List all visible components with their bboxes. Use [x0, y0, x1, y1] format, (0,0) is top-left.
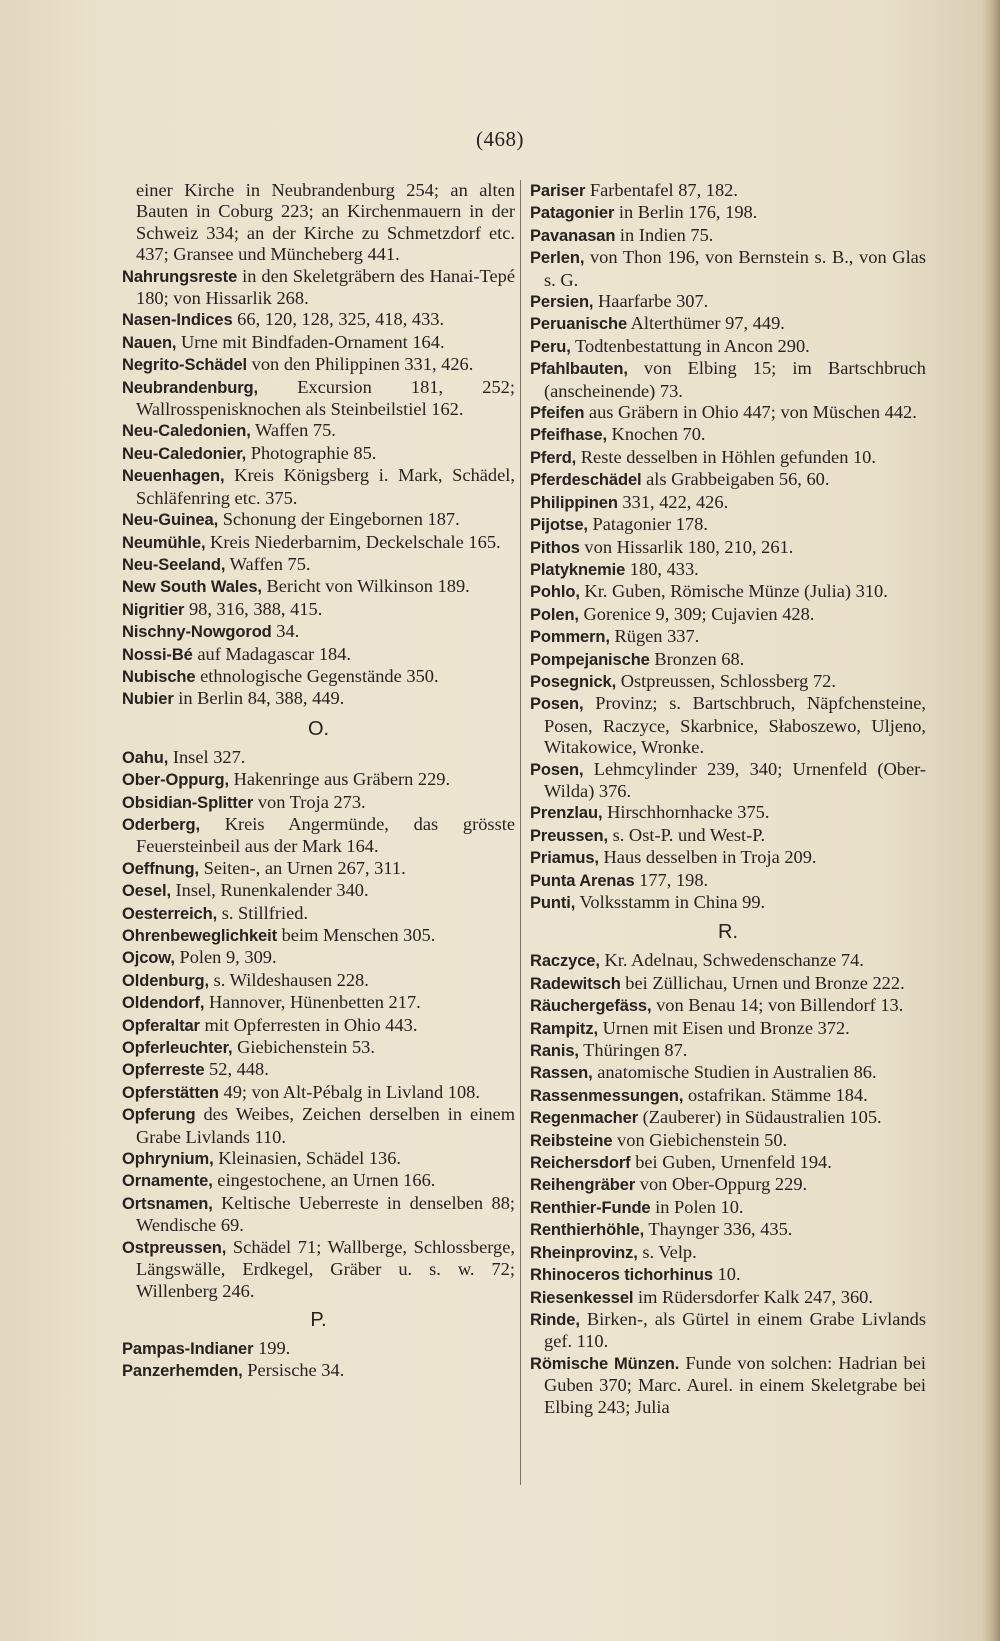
entry-headword: Oderberg, — [122, 815, 200, 834]
entry-headword: Perlen, — [530, 249, 585, 268]
index-entry — [530, 995, 926, 1017]
entry-headword: Ohrenbeweglichkeit — [122, 927, 277, 945]
entry-text: eingestochene, an Urnen 166. — [212, 1170, 436, 1191]
index-entry — [122, 1193, 515, 1237]
entry-headword: Reihengräber — [530, 1176, 636, 1195]
entry-text: Lehmcylinder 239, 340; Urnenfeld (Ober-Wilda) 376. — [544, 758, 926, 801]
entry-text: ostafrikan. Stämme 184. — [683, 1084, 868, 1105]
index-entry — [530, 802, 926, 824]
index-entry — [530, 537, 926, 559]
entries-r — [530, 950, 926, 1418]
entry-text: des Weibes, Zeichen derselben in einem Grabe Livlands 110. — [136, 1104, 515, 1147]
index-entry — [530, 870, 926, 892]
section-letter-p: P. — [310, 1308, 327, 1331]
entry-text: Giebichenstein 53. — [232, 1037, 375, 1058]
entry-headword: Riesenkessel — [530, 1288, 634, 1307]
entry-text: Bericht von Wilkinson 189. — [261, 576, 470, 597]
entry-headword: Persien, — [530, 293, 594, 312]
index-entry — [530, 693, 926, 758]
entry-headword: Rinde, — [530, 1310, 580, 1329]
entry-text: Alterthümer 97, 449. — [627, 313, 785, 334]
index-entry — [122, 1037, 515, 1059]
entry-text: s. Stillfried. — [217, 902, 309, 923]
index-entry — [122, 970, 515, 992]
entry-headword: Radewitsch — [530, 974, 621, 993]
entry-headword: Rassen, — [530, 1064, 593, 1083]
entry-text: Gorenice 9, 309; Cujavien 428. — [578, 603, 815, 624]
entry-text: Insel, Runenkalender 340. — [170, 880, 369, 901]
entry-text: Photographie 85. — [246, 442, 377, 463]
index-entry — [530, 1174, 926, 1196]
index-entry — [530, 626, 926, 648]
entry-headword: Punti, — [530, 894, 576, 912]
index-entry — [530, 604, 926, 626]
index-entry — [530, 1219, 926, 1241]
entry-headword: Prenzlau, — [530, 804, 603, 823]
index-entry — [530, 402, 926, 424]
entry-headword: Pfeifhase, — [530, 426, 607, 445]
index-entry — [530, 1062, 926, 1084]
right-column — [530, 180, 926, 1418]
entry-headword: Ortsnamen, — [122, 1194, 213, 1213]
index-entry — [122, 420, 515, 442]
entry-headword: Nahrungsreste — [122, 267, 238, 286]
entry-text: Birken-, als Gürtel in einem Grabe Livlands gef. 110. — [544, 1308, 926, 1352]
entry-headword: Pariser — [530, 182, 586, 200]
entry-text: Urne mit Bindfaden-Ornament 164. — [176, 331, 445, 352]
index-entry — [122, 332, 515, 354]
entry-headword: Opferaltar — [122, 1016, 200, 1035]
index-entry — [530, 1085, 926, 1107]
entry-text: Kreis Angermünde, das grösste Feuersteinbeil aus der Mark 164. — [136, 813, 515, 857]
entry-text: Provinz; s. Bartschbruch, Näpfchensteine, Posen, Raczyce, Skarbnice, Słaboszewo, Uljeno, Witakowice, Wronke. — [544, 693, 926, 758]
index-entry — [122, 554, 515, 576]
entry-text: Patagonier 178. — [587, 514, 708, 535]
entry-text: Hannover, Hünenbetten 217. — [204, 992, 421, 1013]
entry-headword: Pithos — [530, 538, 580, 557]
index-entry — [122, 576, 515, 598]
index-entry — [530, 649, 926, 671]
entry-text: in Indien 75. — [615, 224, 714, 245]
entry-headword: Regenmacher — [530, 1109, 639, 1128]
index-entry — [122, 769, 515, 791]
index-entry — [530, 424, 926, 446]
entry-text: s. Velp. — [637, 1241, 697, 1262]
entry-headword: Rassenmessungen, — [530, 1086, 684, 1105]
entry-text: Funde von solchen: Hadrian bei Guben 370; Marc. Aurel. in einem Skeletgrabe bei Elbing 243; Julia — [544, 1352, 926, 1417]
index-entry — [122, 814, 515, 858]
entry-headword: Reichersdorf — [530, 1154, 631, 1173]
entry-text: Schonung der Eingebornen 187. — [218, 509, 460, 530]
index-entry — [530, 180, 926, 202]
index-entry — [530, 1107, 926, 1129]
index-entry — [530, 1040, 926, 1062]
index-entry — [530, 447, 926, 469]
entry-text: in den Skeletgräbern des Hanai-Tepé 180; von Hissarlik 268. — [136, 265, 515, 309]
index-entry — [122, 1170, 515, 1192]
entry-text: Persische 34. — [242, 1360, 345, 1381]
index-entry — [530, 313, 926, 335]
index-entry — [122, 858, 515, 880]
entry-text: von Thon 196, von Bernstein s. B., von Glas s. G. — [544, 247, 926, 290]
entry-headword: Nasen-Indices — [122, 311, 233, 330]
entry-headword: Ostpreussen, — [122, 1238, 227, 1257]
entry-headword: Oldendorf, — [122, 994, 205, 1013]
index-entry — [122, 1237, 515, 1302]
index-entry — [122, 880, 515, 902]
entry-headword: Pijotse, — [530, 516, 588, 535]
entry-headword: Nischny-Nowgorod — [122, 623, 272, 642]
entry-headword: Neu-Guinea, — [122, 511, 219, 530]
entry-text: von Ober-Oppurg 229. — [635, 1174, 808, 1195]
entry-text: Kreis Niederbarnim, Deckelschale 165. — [205, 531, 501, 552]
entry-text: Ostpreussen, Schlossberg 72. — [616, 670, 836, 691]
entry-headword: Oldenburg, — [122, 971, 209, 990]
entry-text: (Zauberer) in Südaustralien 105. — [638, 1107, 882, 1128]
section-letter-r: R. — [718, 921, 738, 944]
index-entry — [122, 747, 515, 769]
entry-headword: Ornamente, — [122, 1172, 213, 1191]
index-entry — [530, 581, 926, 603]
index-entry — [122, 309, 515, 331]
entry-text: Volksstamm in China 99. — [575, 892, 766, 912]
index-entry — [530, 1197, 926, 1219]
entry-headword: Nossi-Bé — [122, 645, 193, 664]
entry-text: ethnologische Gegenstände 350. — [195, 665, 439, 686]
entry-headword: Nauen, — [122, 333, 177, 352]
index-entry — [122, 992, 515, 1014]
entry-text: von den Philippinen 331, 426. — [247, 354, 474, 375]
index-entry — [122, 644, 515, 666]
index-entry — [122, 925, 515, 947]
entry-text: in Berlin 176, 198. — [614, 202, 758, 223]
entry-headword: Opferung — [122, 1106, 196, 1125]
entry-headword: Oesel, — [122, 882, 171, 901]
entry-text: Hirschhornhacke 375. — [602, 802, 770, 823]
index-entry — [530, 559, 926, 581]
entry-headword: Rheinprovinz, — [530, 1243, 638, 1262]
index-entry — [122, 621, 515, 643]
entry-text: Haarfarbe 307. — [593, 291, 709, 312]
index-entry — [122, 465, 515, 509]
entry-headword: Ranis, — [530, 1042, 579, 1061]
entry-text: 98, 316, 388, 415. — [184, 598, 323, 619]
entry-text: im Rüdersdorfer Kalk 247, 360. — [633, 1286, 873, 1307]
index-entry — [122, 1059, 515, 1081]
entry-headword: Rampitz, — [530, 1019, 598, 1038]
entry-text: Insel 327. — [168, 746, 246, 767]
index-entry — [530, 202, 926, 224]
index-entry — [530, 492, 926, 514]
entry-headword: Priamus, — [530, 849, 599, 868]
entries-p-left — [122, 1338, 515, 1383]
entries-o — [122, 747, 515, 1302]
entry-headword: Philippinen — [530, 493, 618, 512]
entry-headword: Pfeifen — [530, 404, 585, 423]
entry-headword: Pampas-Indianer — [122, 1339, 254, 1358]
entry-headword: Rhinoceros tichorhinus — [530, 1266, 713, 1285]
entry-headword: Ober-Oppurg, — [122, 771, 229, 790]
entry-text: Keltische Ueberreste in denselben 88; Wendische 69. — [136, 1192, 515, 1236]
entry-headword: Oesterreich, — [122, 904, 218, 923]
entry-text: Thüringen 87. — [578, 1040, 688, 1061]
entry-text: auf Madagascar 184. — [192, 643, 352, 664]
entry-text: 66, 120, 128, 325, 418, 433. — [232, 309, 445, 330]
entry-text: beim Menschen 305. — [277, 925, 436, 945]
entry-text: anatomische Studien in Australien 86. — [592, 1062, 877, 1083]
index-entry — [122, 1338, 515, 1360]
entry-headword: Panzerhemden, — [122, 1362, 243, 1381]
index-entry — [530, 336, 926, 358]
entry-text: von Hissarlik 180, 210, 261. — [579, 536, 794, 557]
entry-headword: Ophrynium, — [122, 1150, 214, 1169]
entry-text: von Elbing 15; im Bartschbruch (anscheinende) 73. — [544, 358, 926, 401]
index-entry — [122, 532, 515, 554]
entry-text: Waffen 75. — [225, 553, 311, 574]
entry-text: Excursion 181, 252; Wallrosspenisknochen als Steinbeilstiel 162. — [136, 376, 515, 420]
entry-headword: Negrito-Schädel — [122, 356, 248, 375]
entry-headword: Neuenhagen, — [122, 467, 225, 486]
index-entry — [530, 358, 926, 402]
entry-text: Kreis Königsberg i. Mark, Schädel, Schläfenring etc. 375. — [136, 465, 515, 508]
index-entry — [530, 892, 926, 914]
entry-headword: Nigritier — [122, 600, 185, 619]
entry-text: von Giebichenstein 50. — [612, 1129, 788, 1150]
entry-headword: Patagonier — [530, 204, 615, 223]
entry-headword: Neumühle, — [122, 533, 206, 552]
entry-text: von Troja 273. — [253, 791, 366, 812]
entry-text: s. Wildeshausen 228. — [209, 969, 369, 990]
entry-headword: Pferd, — [530, 448, 577, 467]
index-entry — [530, 825, 926, 847]
entry-headword: Neu-Seeland, — [122, 555, 226, 574]
entry-headword: Pavanasan — [530, 226, 616, 245]
index-entry — [530, 1152, 926, 1174]
index-entry — [530, 671, 926, 693]
index-entry — [122, 903, 515, 925]
index-entry — [530, 469, 926, 491]
index-entry — [122, 1015, 515, 1037]
entry-headword: Pohlo, — [530, 583, 580, 602]
entry-text: Farbentafel 87, 182. — [585, 180, 738, 200]
entry-text: mit Opferresten in Ohio 443. — [199, 1014, 418, 1035]
entry-text: Kr. Adelnau, Schwedenschanze 74. — [599, 950, 864, 971]
entry-text: Hakenringe aus Gräbern 229. — [228, 769, 451, 790]
entry-text: Bronzen 68. — [649, 648, 745, 669]
entry-headword: Polen, — [530, 605, 579, 624]
index-entry — [530, 247, 926, 291]
entries-n — [122, 266, 515, 711]
entry-text: bei Guben, Urnenfeld 194. — [630, 1152, 832, 1173]
left-column — [122, 180, 515, 1383]
index-entry — [530, 514, 926, 536]
entry-headword: Nubische — [122, 667, 196, 686]
entry-headword: Opferstätten — [122, 1083, 219, 1102]
entry-headword: Pfahlbauten, — [530, 360, 628, 379]
entry-headword: Räuchergefäss, — [530, 997, 652, 1016]
entry-headword: Oahu, — [122, 748, 169, 767]
index-entry — [122, 1148, 515, 1170]
entry-text: als Grabbeigaben 56, 60. — [641, 469, 830, 490]
entry-headword: Neu-Caledonier, — [122, 444, 247, 463]
entry-text: Urnen mit Eisen und Bronze 372. — [597, 1017, 850, 1038]
entry-headword: Pompejanische — [530, 650, 650, 669]
index-entry — [122, 1104, 515, 1148]
entry-headword: Reibsteine — [530, 1131, 613, 1150]
entry-headword: Platyknemie — [530, 560, 626, 579]
entry-text: Haus desselben in Troja 209. — [598, 847, 817, 868]
entry-text: aus Gräbern in Ohio 447; von Müschen 442. — [584, 402, 917, 423]
index-entry — [530, 1130, 926, 1152]
index-entry — [530, 973, 926, 995]
entry-text: s. Ost-P. und West-P. — [607, 824, 766, 845]
entry-text: 10. — [712, 1264, 741, 1285]
index-entry — [530, 1242, 926, 1264]
index-entry — [122, 377, 515, 421]
entry-headword: Peruanische — [530, 315, 628, 334]
page-number: (468) — [476, 127, 524, 151]
entry-headword: Preussen, — [530, 826, 608, 845]
entry-headword: Pferdeschädel — [530, 471, 642, 490]
entry-headword: Neubrandenburg, — [122, 378, 259, 397]
index-entry — [530, 1353, 926, 1418]
entry-text: Polen 9, 309. — [174, 947, 277, 968]
index-entry — [122, 599, 515, 621]
index-entry — [530, 847, 926, 869]
entry-headword: Raczyce, — [530, 952, 600, 971]
entry-headword: Obsidian-Splitter — [122, 793, 254, 812]
entry-text: in Berlin 84, 388, 449. — [173, 688, 345, 709]
entries-p-right — [530, 180, 926, 914]
entry-headword: Posegnick, — [530, 672, 617, 691]
entry-headword: Renthier-Funde — [530, 1198, 651, 1217]
index-entry — [530, 950, 926, 972]
index-entry — [122, 688, 515, 710]
index-entry — [122, 354, 515, 376]
index-entry — [530, 1287, 926, 1309]
index-entry — [122, 792, 515, 814]
index-entry — [122, 1360, 515, 1382]
entry-headword: Opferreste — [122, 1061, 205, 1080]
index-entry — [122, 266, 515, 310]
entry-text: Reste desselben in Höhlen gefunden 10. — [576, 446, 876, 467]
entry-text: Rügen 337. — [609, 626, 700, 647]
index-entry — [122, 1082, 515, 1104]
entry-text: Todtenbestattung in Ancon 290. — [570, 335, 810, 356]
entry-headword: Renthierhöhle, — [530, 1221, 645, 1240]
index-entry — [122, 947, 515, 969]
entry-text: 177, 198. — [634, 869, 709, 890]
entry-headword: Posen, — [530, 695, 584, 714]
entry-headword: Oeffnung, — [122, 859, 199, 878]
entry-text: von Benau 14; von Billendorf 13. — [651, 995, 904, 1016]
section-letter-o: O. — [307, 717, 330, 740]
continued-entry-text: einer Kirche in Neubrandenburg 254; an alten Bauten in Coburg 223; an Kirchenmauern in der Schweiz 334; an der Kirche zu Schmetzdorf etc. 437; Gransee und Müncheberg 441. — [136, 180, 515, 265]
entry-text: 180, 433. — [625, 558, 699, 579]
index-entry — [122, 509, 515, 531]
entry-headword: New South Wales, — [122, 578, 262, 597]
entry-headword: Opferleuchter, — [122, 1039, 233, 1058]
index-entry — [530, 1264, 926, 1286]
entry-text: 331, 422, 426. — [617, 491, 729, 512]
entry-text: Knochen 70. — [606, 424, 706, 445]
entry-headword: Peru, — [530, 337, 571, 356]
index-entry — [122, 666, 515, 688]
index-entry — [530, 291, 926, 313]
entry-headword: Neu-Caledonien, — [122, 422, 251, 441]
entry-headword: Pommern, — [530, 628, 610, 647]
entry-headword: Römische Münzen. — [530, 1354, 680, 1373]
index-entry — [530, 759, 926, 803]
entry-headword: Punta Arenas — [530, 871, 635, 890]
entry-text: Schädel 71; Wallberge, Schlossberge, Längswälle, Erdkegel, Gräber u. s. w. 72; Willenberg 246. — [136, 1236, 515, 1301]
column-divider — [520, 180, 521, 1485]
entry-text: 34. — [271, 621, 300, 642]
entry-headword: Ojcow, — [122, 949, 175, 968]
entry-headword: Nubier — [122, 690, 174, 709]
entry-headword: Posen, — [530, 760, 584, 779]
entry-text: 49; von Alt-Pébalg in Livland 108. — [218, 1081, 480, 1102]
entry-text: Seiten-, an Urnen 267, 311. — [199, 857, 406, 878]
entry-text: Kleinasien, Schädel 136. — [213, 1148, 402, 1169]
entry-text: in Polen 10. — [650, 1196, 744, 1217]
page-edge-shadow — [982, 0, 1000, 1641]
entry-text: Kr. Guben, Römische Münze (Julia) 310. — [579, 581, 888, 602]
index-entry — [530, 225, 926, 247]
entry-text: 199. — [253, 1337, 291, 1358]
entry-text: bei Züllichau, Urnen und Bronze 222. — [620, 972, 905, 993]
index-entry — [530, 1309, 926, 1353]
entry-text: Waffen 75. — [250, 420, 336, 441]
index-entry — [530, 1018, 926, 1040]
index-entry — [122, 443, 515, 465]
entry-text: Thaynger 336, 435. — [644, 1219, 793, 1240]
entry-text: 52, 448. — [204, 1059, 269, 1080]
